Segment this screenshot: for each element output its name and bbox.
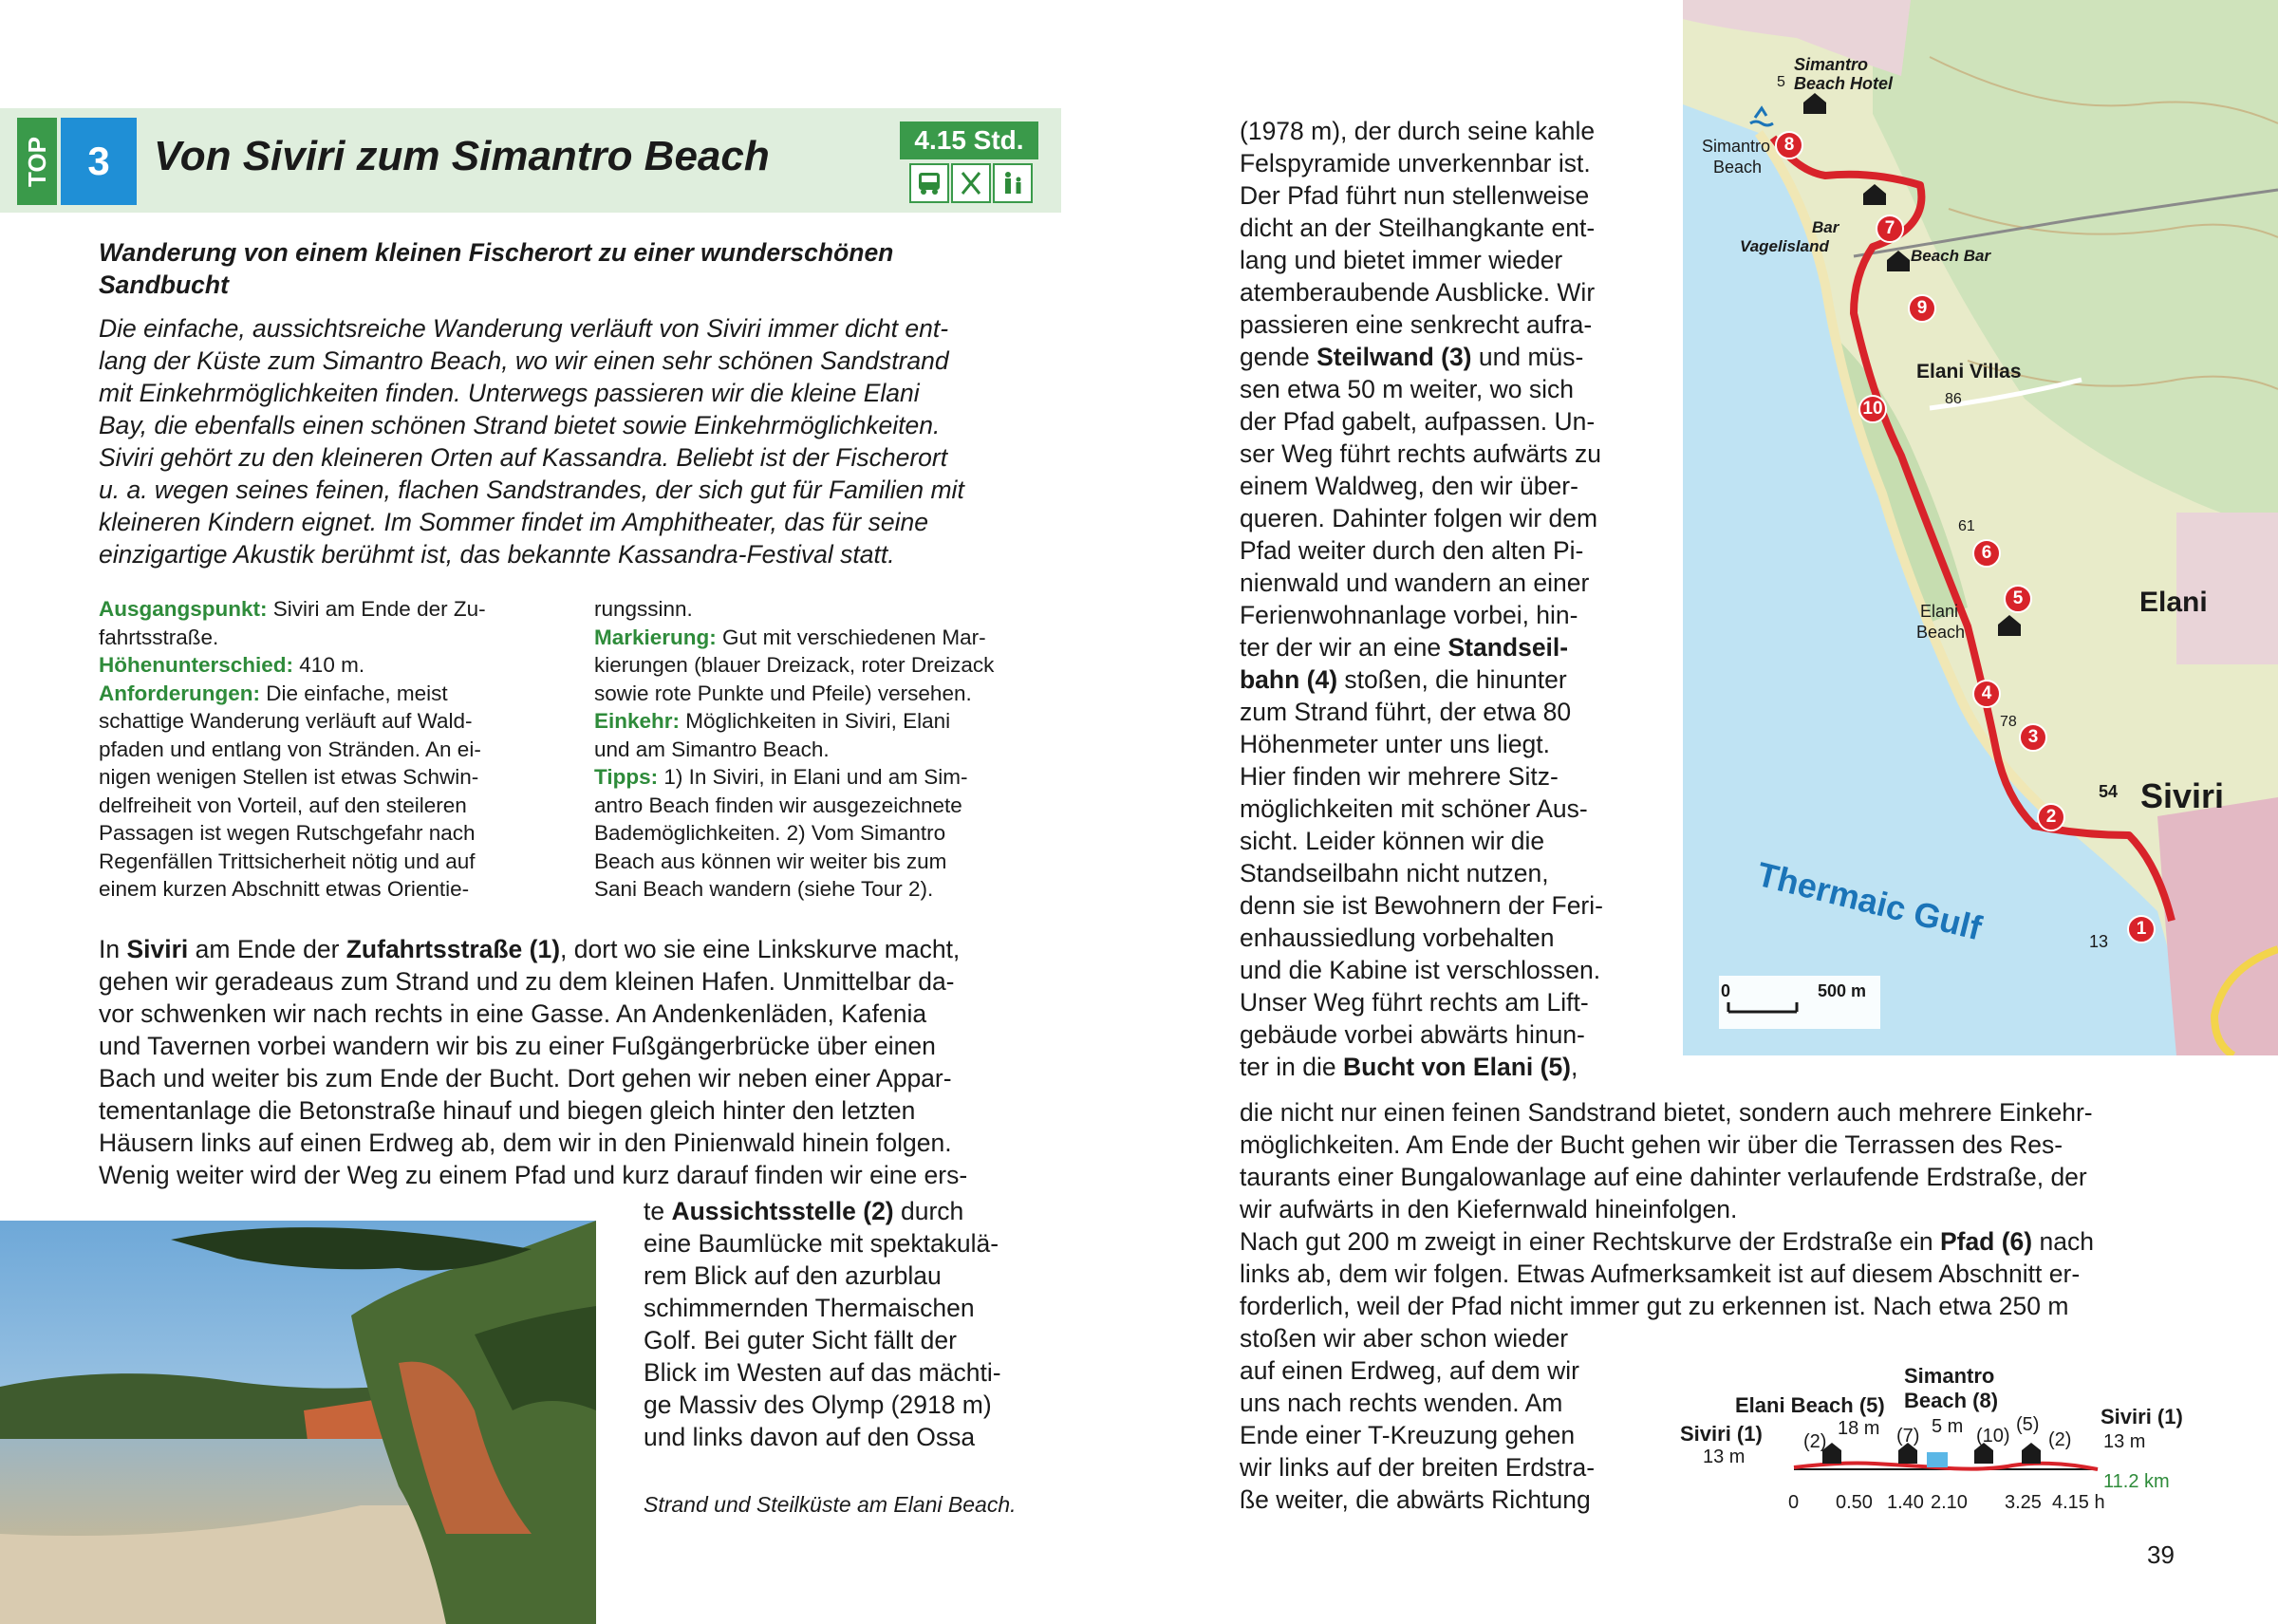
profile-waypoint: (2): [2048, 1429, 2072, 1450]
info-right: rungssinn. Markierung: Gut mit verschiedenen Mar- kierungen (blauer Dreizack, roter Dreizack sowie rote Punkte und Pfeile) versehen. Einkehr: Möglichkeiten in Siviri, Elani und am Simantro Beach. Tipps: 1) In Siviri, in Elani und am Sim- antro Beach finden wir ausgezeichnete Bademöglichkeiten. 2) Vom Simantro Beach aus können wir weiter bis zum Sani Beach wandern (siehe Tour 2).: [594, 597, 995, 901]
waypoint-marker: 3: [2019, 723, 2047, 752]
profile-elevation: 5 m: [1932, 1416, 1964, 1437]
profile-elevation: 18 m: [1838, 1418, 1880, 1439]
profile-distance: 11.2 km: [2103, 1471, 2170, 1492]
house-icon: [1885, 249, 1912, 273]
profile-waypoint: (7): [1896, 1426, 1920, 1447]
waypoint-marker: 8: [1775, 131, 1803, 159]
profile-elevation: 13 m: [1703, 1447, 1746, 1467]
profile-elevation: 13 m: [2103, 1431, 2146, 1452]
profile-time: 2.10: [1931, 1492, 1968, 1513]
map-label: 86: [1945, 391, 1962, 407]
map-label: Beach: [1916, 623, 1966, 642]
profile-time: 3.25: [2005, 1492, 2042, 1513]
waypoint-marker: 1: [2127, 915, 2156, 943]
beach-photo: [0, 1221, 596, 1624]
body-left: In Siviri am Ende der Zufahrtsstraße (1), dort wo sie eine Linkskurve macht, gehen wir geradeaus zum Strand und zu dem kleinen Hafen. Unmittelbar da- vor schwenken wir nach rechts in eine Gasse. An Andenkenläden, Kafenia und Tavernen vorbei wandern wir bis zu einer Fußgängerbrücke über einen Bach und weiter bis zum Ende der Bucht. Dort gehen wir neben einer Appar- tementanlage die Betonstraße hinauf und biegen gleich hinter den letzten Häusern links auf einen Erdweg ab, dem wir in den Pinienwald hinein folgen. Wenig weiter wird der Weg zu einem Pfad und kurz darauf finden wir eine ers-: [99, 935, 968, 1189]
map-label: 61: [1958, 518, 1975, 534]
map-label: Simantro: [1702, 137, 1771, 156]
waypoint-marker: 7: [1876, 215, 1904, 243]
profile-time: 0.50: [1836, 1492, 1873, 1513]
body-right-bottom: stoßen wir aber schon wieder auf einen Erdweg, auf dem wir uns nach rechts wenden. Am Ende einer T-Kreuzung gehen wir links auf der breiten Erdstra- ße weiter, die abwärts Richtung: [1240, 1324, 1596, 1514]
profile-label: Beach (8): [1904, 1389, 1999, 1412]
beach-icon: [1747, 103, 1776, 131]
body-right-column: (1978 m), der durch seine kahle Felspyramide unverkennbar ist. Der Pfad führt nun stellenweise dicht an der Steilhangkante ent- lang und bietet immer wieder atemberaubende Ausblicke. Wir passieren eine senkrecht aufra- gende Steilwand (3) und müs- sen etwa 50 m weiter, wo sich der Pfad gabelt, aufpassen. Un- ser Weg führt rechts aufwärts zu einem Waldweg, den wir über- queren. Dahinter folgen wir dem Pfad weiter durch den alten Pi- nienwald und wandern an einer Ferienwohnanlage vorbei, hin- ter der wir an eine Standseil- bahn (4) stoßen, die hinunter zum Strand führt, der etwa 80 Höhenmeter unter uns liegt. Hier finden wir mehrere Sitz- möglichkeiten mit schöner Aus- sicht. Leider können wir die Standseilbahn nicht nutzen, denn sie ist Bewohnern der Feri- enhaussiedlung vorbehalten und die Kabine ist verschlossen. Unser Weg führt rechts am Lift- gebäude vorbei abwärts hinun- ter in die Bucht von Elani (5),: [1240, 117, 1603, 1081]
map-label: Thermaic Gulf: [1753, 854, 1986, 948]
waypoint-marker: 2: [2037, 803, 2065, 831]
map-label: Elani Villas: [1916, 361, 2022, 383]
profile-waypoint: (5): [2016, 1414, 2040, 1435]
house-icon: [1802, 91, 1828, 116]
map-label: Vagelisland: [1740, 237, 1829, 255]
map-label: Siviri: [2140, 776, 2225, 815]
waypoint-marker: 9: [1908, 294, 1936, 323]
profile-label: Elani Beach (5): [1735, 1393, 1885, 1417]
photo-caption: Strand und Steilküste am Elani Beach.: [644, 1492, 1017, 1517]
profile-time: 0: [1788, 1492, 1800, 1513]
map-label: Beach: [1713, 158, 1763, 177]
map-label: Bar: [1812, 218, 1839, 236]
bus-icon: [909, 163, 949, 203]
map-label: Elani: [2139, 587, 2208, 618]
route-map: [1683, 0, 2278, 1055]
scale-label: 500 m: [1818, 981, 1867, 1000]
map-label: Beach Hotel: [1794, 74, 1894, 93]
house-icon: [1996, 613, 2023, 638]
info-left: Ausgangspunkt: Siviri am Ende der Zu- fahrtsstraße. Höhenunterschied: 410 m. Anforderungen: Die einfache, meist schattige Wanderung verläuft auf Wald- pfaden und entlang von Stränden. An ei- nigen wenigen Stellen ist etwas Schwin- delfreiheit von Vorteil, auf den steileren Passagen ist wegen Rutschgefahr nach Regenfällen Trittsicherheit nötig und auf einem kurzen Abschnitt etwas Orientie-: [99, 597, 486, 901]
body-left-narrow: te Aussichtsstelle (2) durch eine Baumlücke mit spektakulä- rem Blick auf den azurblau schimmernden Thermaischen Golf. Bei guter Sicht fällt der Blick im Westen auf das mächti- ge Massiv des Olymp (2918 m) und links davon auf den Ossa: [644, 1197, 1001, 1451]
map-label: Elani: [1920, 602, 1959, 621]
duration-badge: 4.15 Std.: [900, 121, 1038, 159]
waypoint-marker: 4: [1972, 680, 2001, 708]
elevation-profile: [1680, 1359, 2183, 1521]
profile-label: Siviri (1): [1680, 1422, 1763, 1446]
page-number: 39: [2147, 1540, 2175, 1569]
restaurant-icon: [951, 163, 991, 203]
subtitle: Wanderung von einem kleinen Fischerort zu einer wunderschönen Sandbucht: [99, 238, 894, 299]
profile-time: 1.40: [1887, 1492, 1924, 1513]
map-label: Simantro: [1794, 55, 1869, 74]
house-icon: [1861, 182, 1888, 207]
intro: Die einfache, aussichtsreiche Wanderung verläuft von Siviri immer dicht ent- lang der Küste zum Simantro Beach, wo wir einen sehr schönen Sandstrand mit Einkehrmöglichkeiten finden. Unterwegs passieren wir die kleine Elani Bay, die ebenfalls einen schönen Strand bietet sowie Einkehrmöglichkeiten. Siviri gehört zu den kleineren Orten auf Kassandra. Beliebt ist der Fischerort u. a. wegen seines feinen, flachen Sandstrandes, der sich gut für Familien mit kleineren Kindern eignet. Im Sommer findet im Amphitheater, das für seine einzigartige Akustik berühmt ist, das bekannte Kassandra-Festival statt.: [99, 314, 964, 569]
profile-waypoint: (10): [1976, 1426, 2010, 1447]
tour-title: Von Siviri zum Simantro Beach: [154, 133, 770, 179]
profile-waypoint: (2): [1803, 1431, 1827, 1452]
waypoint-marker: 5: [2004, 585, 2032, 613]
body-right-wide: die nicht nur einen feinen Sandstrand bietet, sondern auch mehrere Einkehr- möglichkeiten. Am Ende der Bucht gehen wir über die Terrassen des Res- taurants einer Bungalowanlage auf eine dahinter verlaufende Erdstraße, der wir aufwärts in den Kiefernwald hineinfolgen. Nach gut 200 m zweigt in einer Rechtskurve der Erdstraße ein Pfad (6) nach links ab, dem wir folgen. Etwas Aufmerksamkeit ist auf diesem Abschnitt er- forderlich, weil der Pfad nicht immer gut zu erkennen ist. Nach etwa 250 m: [1240, 1098, 2094, 1320]
waypoint-marker: 10: [1858, 395, 1887, 423]
map-label: 13: [2089, 932, 2109, 951]
profile-label: Simantro: [1904, 1364, 1995, 1388]
family-icon: [993, 163, 1033, 203]
map-label: Beach Bar: [1911, 247, 1991, 265]
top-badge: TOP: [17, 118, 57, 205]
map-label: 5: [1777, 74, 1785, 90]
waypoint-marker: 6: [1972, 539, 2001, 568]
map-label: 54: [2099, 782, 2119, 801]
map-label: 78: [2000, 714, 2017, 730]
tour-number: 3: [61, 118, 137, 205]
scale-label: 0: [1721, 981, 1731, 1000]
profile-label: Siviri (1): [2101, 1405, 2183, 1428]
profile-time: 4.15 h: [2052, 1492, 2105, 1513]
